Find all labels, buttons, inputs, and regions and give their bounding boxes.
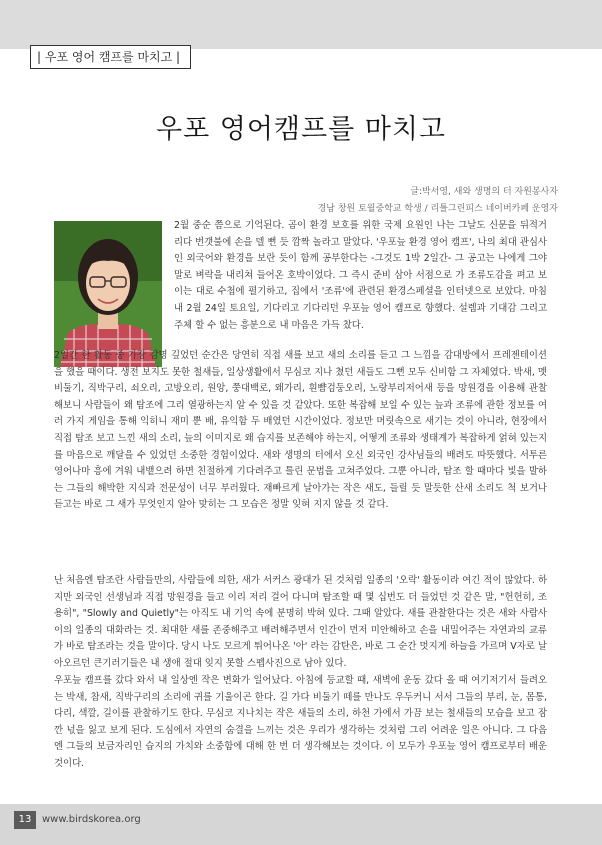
paragraph-1: 2월 중순 쯤으로 기억된다. 곰이 환경 보호를 위한 국제 요원인 나는 그날도 신문을 뒤적거리다 번갯불에 손을 델 뻔 듯 깜짝 놀라고 말았다. '우포늪 환경 영어 캠프', 나의 최대 관심사인 외국어와 환경을 보란 듯이 함께 공부한다는 -그것도 1박 2일간- 그 공고는 나에게 그야말로 벼락을 내리쳐 들어온 호박이었다. 그 즉시 준비 삼아 서점으로 가 조류도감을 펴고 보이는 대로 수첩에 펼기하고, 집에서 '조류'에 관련된 환경스페셜을 인터넷으로 보았다. 마침내 2월 24일 토요일, 기다리고 기다리던 우포늪 영어 캠프로 향했다. 설렘과 기대감 그리고 주체 할 수 없는 흥분으로 내 마음은 가득 찼다. [174, 220, 547, 331]
website-link[interactable]: www.birdskorea.org [42, 814, 141, 825]
article-title: 우포 영어캠프를 마치고 [156, 114, 446, 145]
author-photo [54, 221, 162, 367]
section-label: | 우포 영어 캠프를 마치고 | [30, 45, 191, 69]
byline-affiliation: 경남 창원 토월중학교 학생 / 리틀그린피스 네이버카페 운영자 [317, 204, 558, 214]
paragraph-2: 2일간 한 활동 중 가장 감명 깊었던 순간은 당연히 직접 새를 보고 새의 소리를 듣고 그 느낌을 감대방에서 프레젠테이션을 했을 때이다. 생전 보지도 못한 철새들, 일상생활에서 무심코 지나 쳤던 새들도 그뻔 모두 신비함 그 자체였다. 박새, 멧비둘기, 직박구리, 쇠오리, 고방오리, 원앙, 쭝대백로, 왜가리, 흰뺨검둥오리, 노랑부리저어새 등을 망원경을 이용해 관찰해보니 사람들이 왜 탐조에 그리 열광하는지 알 수 있을 것 같았다. 또한 복잡해 보일 수 있는 늪과 조류에 관한 정보를 여러 가지 게임을 통해 익히니 재미 뿐 배, 유익함 두 배였던 시간이었다. 정보만 머릿속으로 새기는 것이 아니라, 현장에서 직접 탐조 보고 느낀 새의 소리, 늪의 이미지로 왜 습지를 보존해야 하는지, 어떻게 조류와 생태계가 복잡하게 얽혀 있는지를 마음으로 깨달을 수 있었던 소중한 경험이었다. 새와 생명의 터에서 오신 외국인 강사님들의 배려도 따뜻했다. 서투른 영어나마 흥에 겨워 내뱉으려 하면 친절하게 기다려주고 틀린 문법을 고쳐주었다. 그뿐 아니라, 탐조 할 때마다 빛을 발하는 그들의 해박한 지식과 전문성이 너무 부러웠다. 재빠르게 날아가는 작은 새도, 들릴 듯 말듯한 산새 소리도 척 보거나 듣고는 바로 그 새가 무엇인지 알아 맞히는 그 모습은 정말 잊혀 지지 않을 것 같다. [54, 350, 547, 511]
byline-author: 글:박서영, 새와 생명의 터 자원봉사자 [410, 187, 558, 197]
paragraph-3: 난 처음엔 탐조란 사람들만의, 사람들에 의한, 새가 서커스 광대가 된 것처럼 일종의 '오락' 활동이라 여긴 적이 많았다. 하지만 외국인 선생님과 직접 망원경을 들고 이리 저리 걸어 다니며 탐조할 때 몇 십번도 더 들었던 것 같은 말, "헌헌히, 조용히", "Slowly and Quietly"는 아직도 내 기억 속에 분명히 박혀 있다. 그때 알았다. 새를 관찰한다는 것은 새와 사람사이의 일종의 대화라는 것. 최대한 새를 존중해주고 배려해주면서 인간이 먼저 미안해하고 손을 내밀어주는 자연과의 교류가 바로 탐조라는 것을 말이다. 당시 나도 모르게 튀어나온 '아' 라는 감탄은, 바로 그 순간 멋지게 하늘을 가르며 V자로 날아오르던 큰기러기들은 내 생애 절대 잊지 못할 스펩사진으로 남아 있다. [54, 575, 547, 669]
byline [318, 184, 558, 218]
paragraph-4: 우포늪 캠프를 갔다 와서 내 일상엔 작은 변화가 일어났다. 아침에 등교할 때, 새벽에 운동 갔다 올 때 여기저기서 들려오는 박새, 참새, 직박구리의 소리에 귀를 기울이곤 한다. 길 가다 비둘기 떼를 만나도 우두커니 서서 그들의 부리, 눈, 몸통, 다리, 색깔, 길이를 관찰하기도 한다. 무심코 지나치는 작은 새들의 소리, 하천 가에서 가끔 보는 철새들의 모습을 보고 잠깐 넋을 잃고 보게 된다. 도심에서 자연의 숨결을 느끼는 것은 우리가 생각하는 것처럼 그리 어려운 일은 아니다. 그 다음엔 그들의 보금자리인 습지의 가치와 소중함에 대해 한 번 더 생각해보는 것이다. 이 모두가 우포늪 영어 캠프로부터 배운 것이다. [54, 675, 547, 769]
page-number: 13 [14, 811, 36, 829]
header-band [0, 0, 602, 49]
